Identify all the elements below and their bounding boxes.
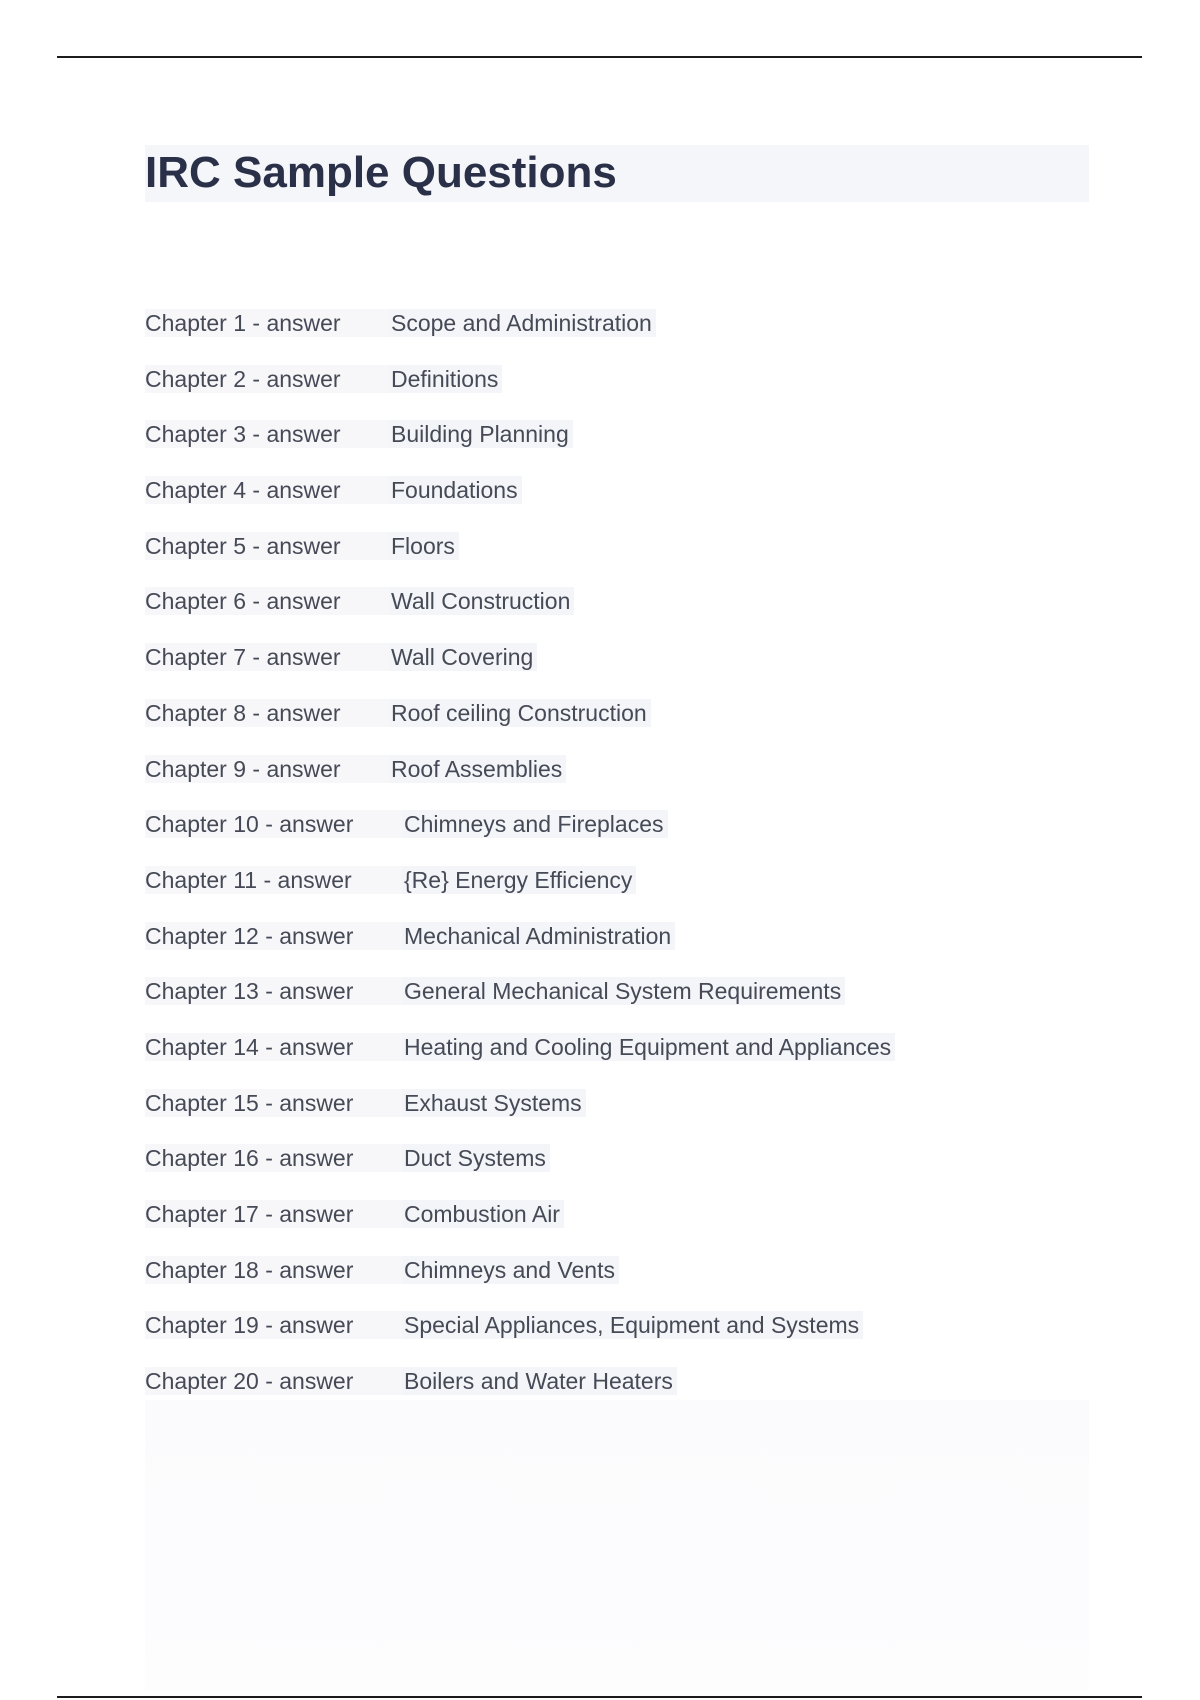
page-body-shade bbox=[145, 1400, 1089, 1690]
chapter-row bbox=[145, 1311, 1089, 1367]
chapter-definition: Wall Covering bbox=[389, 643, 537, 671]
chapter-row bbox=[145, 643, 1089, 699]
chapter-row bbox=[145, 1089, 1089, 1145]
chapter-definition: Exhaust Systems bbox=[402, 1089, 586, 1117]
chapter-list bbox=[145, 309, 1089, 1423]
chapter-definition: Building Planning bbox=[389, 420, 573, 448]
chapter-row bbox=[145, 1367, 1089, 1423]
chapter-term: Chapter 19 - answer bbox=[145, 1311, 406, 1339]
chapter-definition: Wall Construction bbox=[389, 587, 574, 615]
chapter-term: Chapter 4 - answer bbox=[145, 476, 393, 504]
chapter-term: Chapter 3 - answer bbox=[145, 420, 393, 448]
chapter-row bbox=[145, 866, 1089, 922]
chapter-definition: Mechanical Administration bbox=[402, 922, 675, 950]
chapter-row bbox=[145, 977, 1089, 1033]
chapter-definition: Combustion Air bbox=[402, 1200, 564, 1228]
chapter-row bbox=[145, 1200, 1089, 1256]
chapter-row bbox=[145, 699, 1089, 755]
chapter-term: Chapter 11 - answer bbox=[145, 866, 406, 894]
chapter-row bbox=[145, 587, 1089, 643]
chapter-term: Chapter 5 - answer bbox=[145, 532, 393, 560]
chapter-term: Chapter 1 - answer bbox=[145, 309, 393, 337]
chapter-term: Chapter 18 - answer bbox=[145, 1256, 406, 1284]
chapter-definition: Definitions bbox=[389, 365, 502, 393]
page-top-rule bbox=[57, 56, 1142, 58]
chapter-term: Chapter 2 - answer bbox=[145, 365, 393, 393]
chapter-term: Chapter 20 - answer bbox=[145, 1367, 406, 1395]
chapter-definition: General Mechanical System Requirements bbox=[402, 977, 845, 1005]
chapter-term: Chapter 10 - answer bbox=[145, 810, 406, 838]
page-bottom-rule bbox=[57, 1696, 1142, 1698]
chapter-term: Chapter 14 - answer bbox=[145, 1033, 406, 1061]
chapter-row bbox=[145, 755, 1089, 811]
chapter-definition: Special Appliances, Equipment and Systems bbox=[402, 1311, 863, 1339]
chapter-definition: Scope and Administration bbox=[389, 309, 656, 337]
chapter-row bbox=[145, 1256, 1089, 1312]
chapter-definition: Boilers and Water Heaters bbox=[402, 1367, 677, 1395]
chapter-row bbox=[145, 810, 1089, 866]
chapter-term: Chapter 15 - answer bbox=[145, 1089, 406, 1117]
chapter-definition: Heating and Cooling Equipment and Appliances bbox=[402, 1033, 895, 1061]
chapter-definition: Foundations bbox=[389, 476, 522, 504]
chapter-definition: Roof ceiling Construction bbox=[389, 699, 651, 727]
chapter-term: Chapter 6 - answer bbox=[145, 587, 393, 615]
chapter-term: Chapter 13 - answer bbox=[145, 977, 406, 1005]
chapter-term: Chapter 17 - answer bbox=[145, 1200, 406, 1228]
chapter-definition: Floors bbox=[389, 532, 459, 560]
chapter-row bbox=[145, 1033, 1089, 1089]
chapter-row bbox=[145, 420, 1089, 476]
chapter-definition: Roof Assemblies bbox=[389, 755, 566, 783]
chapter-term: Chapter 9 - answer bbox=[145, 755, 393, 783]
chapter-term: Chapter 12 - answer bbox=[145, 922, 406, 950]
chapter-row bbox=[145, 1144, 1089, 1200]
chapter-term: Chapter 7 - answer bbox=[145, 643, 393, 671]
chapter-definition: Chimneys and Fireplaces bbox=[402, 810, 668, 838]
chapter-definition: {Re} Energy Efficiency bbox=[402, 866, 636, 894]
chapter-row bbox=[145, 922, 1089, 978]
chapter-row bbox=[145, 476, 1089, 532]
chapter-row bbox=[145, 532, 1089, 588]
chapter-definition: Duct Systems bbox=[402, 1144, 550, 1172]
chapter-definition: Chimneys and Vents bbox=[402, 1256, 619, 1284]
page-title: IRC Sample Questions bbox=[145, 148, 617, 197]
chapter-term: Chapter 16 - answer bbox=[145, 1144, 406, 1172]
chapter-row bbox=[145, 309, 1089, 365]
chapter-row bbox=[145, 365, 1089, 421]
chapter-term: Chapter 8 - answer bbox=[145, 699, 393, 727]
